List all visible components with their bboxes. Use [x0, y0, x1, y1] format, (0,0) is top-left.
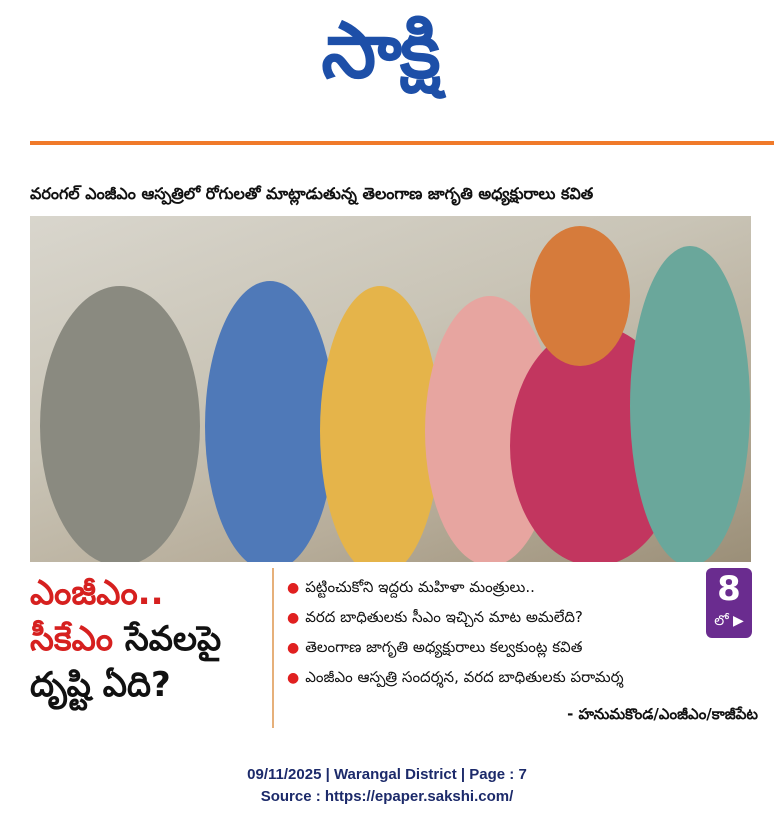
bullet-dot-icon: ●: [287, 610, 300, 626]
photo-caption: వరంగల్ ఎంజీఎం ఆస్పత్రిలో రోగులతో మాట్లాడుతున్న తెలంగాణ జాగృతి అధ్యక్షురాలు కవిత: [30, 184, 594, 203]
headline-line-2-black: సేవలపై: [124, 619, 222, 659]
headline: [30, 570, 270, 730]
bullet-dot-icon: ●: [287, 670, 300, 686]
footer-date-line: 09/11/2025 | Warangal District | Page : 7: [247, 766, 527, 783]
bullet-dot-icon: ●: [287, 640, 300, 656]
source-footer: [0, 764, 774, 808]
bullet-item: ● వరద బాధితులకు సీఎం ఇచ్చిన మాట అమలేది?: [287, 608, 583, 626]
page-badge-suffix: లో ▶: [714, 613, 744, 629]
byline: - హనుమకొండ/ఎంజీఎం/కాజీపేట: [567, 705, 758, 723]
bullet-item: ● పట్టించుకోని ఇద్దరు మహిళా మంత్రులు..: [287, 578, 535, 596]
headline-line-2: [30, 616, 270, 662]
bullet-dot-icon: ●: [287, 580, 300, 596]
page-badge-number: 8: [717, 569, 741, 609]
column-divider: [272, 568, 274, 728]
bullet-item: ● ఎంజీఎం ఆస్పత్రి సందర్శన, వరద బాధితులకు పరామర్శ: [287, 668, 624, 686]
headline-line-2-red: సీకేఎం: [30, 619, 114, 659]
bullet-item: ● తెలంగాణ జాగృతి అధ్యక్షురాలు కల్వకుంట్ల కవిత: [287, 638, 583, 656]
sakshi-logo: సాక్షి: [321, 5, 439, 96]
footer-source-line[interactable]: Source : https://epaper.sakshi.com/: [260, 788, 514, 805]
masthead: [0, 0, 774, 140]
news-photo: [30, 216, 751, 562]
headline-line-3: దృష్టి ఏది?: [30, 665, 171, 705]
headline-line-1: ఎంజీఎం..: [30, 573, 164, 613]
masthead-divider: [30, 141, 774, 145]
continued-page-badge[interactable]: [706, 568, 752, 638]
bullet-list: [287, 572, 767, 692]
